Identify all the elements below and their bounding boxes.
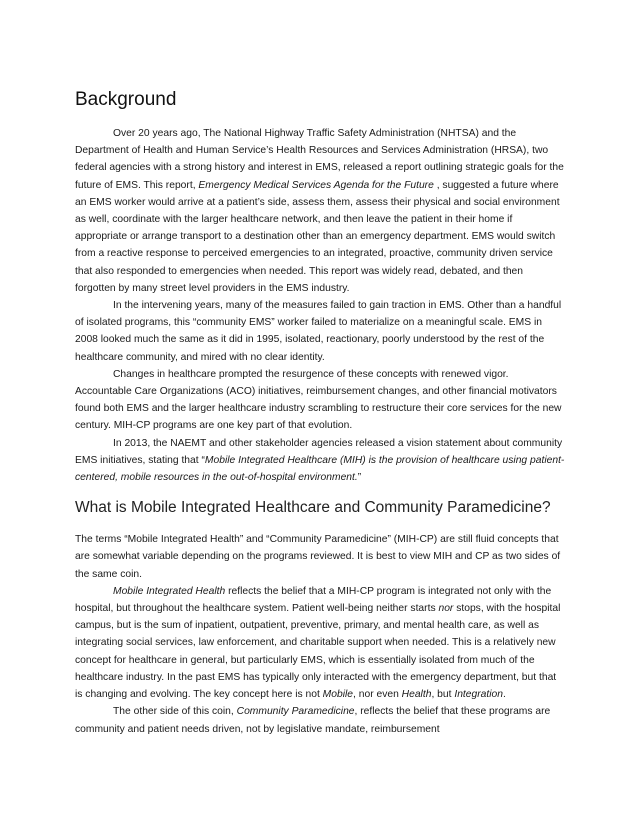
paragraph-text: ” (357, 472, 362, 484)
paragraph-text: , but (431, 689, 455, 701)
paragraph-background-3: Changes in healthcare prompted the resurgence of these concepts with renewed vigor. Accountable Care Organizations (ACO) initiatives, reimbursement changes, and other financial motivators found both EMS and the larger healthcare industry scrambling to restructure their core services for the new century. MIH-CP programs are one key part of that evolution. (75, 368, 562, 432)
vision-statement-quote: Mobile Integrated Healthcare (MIH) is the provision of healthcare using patient-centered, mobile resources in the out-of-hospital environment. (75, 454, 565, 484)
paragraph-mih-1: The terms “Mobile Integrated Health” and “Community Paramedicine” (MIH-CP) are still fluid concepts that are somewhat variable depending on the programs reviewed. It is best to view MIH and CP as two sides of the same coin. (75, 534, 561, 580)
paragraph-background-2: In the intervening years, many of the measures failed to gain traction in EMS. Other than a handful of isolated programs, this “community EMS” worker failed to materialize on a meaningful scale. EMS in 2008 looked much the same as it did in 1995, isolated, reactionary, poorly understood by the rest of the healthcare community, and mired with no clear identity. (75, 300, 562, 363)
paragraph-text: stops, with the hospital campus, but is the sum of inpatient, outpatient, preventive, primary, and mental health care, as well as integrating social services, law enforcement, and charitable support when needed. This is a relatively new concept for healthcare in general, but particularly EMS, which is essentially isolated from much of the healthcare industry. In the past EMS has typically only interacted with the emergency department, but that is changing and evolving. The key concept here is not (75, 603, 561, 701)
emphasis-integration: Integration (454, 689, 504, 701)
emphasis-mobile: Mobile (322, 689, 354, 701)
paragraph-text: , reflects the belief that these programs are community and patient needs driven, not by legislative mandate, reimbursement (75, 706, 551, 735)
paragraph-text: The other side of this coin, (113, 706, 237, 718)
term-community-paramedicine: Community Paramedicine (236, 706, 355, 718)
paragraph-mih-2 (75, 583, 565, 703)
emphasis-health: Health (401, 689, 432, 701)
paragraph-background-1 (75, 125, 565, 297)
paragraph-text: Over 20 years ago, The National Highway Traffic Safety Administration (NHTSA) and the Department of Health and Human Service’s Health Resources and Services Administration (HRSA), two federal agencies with a strong history and interest in EMS, released a report outlining strategic goals for the future of EMS. This report, (75, 128, 564, 191)
paragraph-text: reflects the belief that a MIH-CP program is integrated not only with the hospital, but throughout the healthcare system. Patient well-being neither starts (75, 585, 552, 615)
section-heading-background: Background (75, 89, 177, 110)
paragraph-text: In 2013, the NAEMT and other stakeholder agencies released a vision statement about community EMS initiatives, stating that “ (75, 437, 563, 466)
term-mobile-integrated-health: Mobile Integrated Health (113, 585, 226, 597)
document-body (75, 88, 565, 738)
paragraph-background-4 (75, 435, 565, 487)
report-title: Emergency Medical Services Agenda for the Future (198, 179, 434, 191)
paragraph-mih-3 (75, 703, 565, 737)
section-heading-mih-cp: What is Mobile Integrated Healthcare and Community Paramedicine? (75, 499, 551, 517)
paragraph-text: . (503, 689, 506, 701)
paragraph-text: , nor even (353, 689, 402, 701)
paragraph-text: , suggested a future where an EMS worker would arrive at a patient’s side, assess them, assess their physical and social environment as well, coordinate with the larger healthcare network, and then leave the patient in their home if appropriate or arrange transport to a destination other than an emergency department. EMS would switch from a reactive response to perceived emergencies to an integrated, proactive, community driven service that also responded to emergencies when needed. This report was widely read, debated, and then forgotten by many street level providers in the EMS industry. (75, 179, 560, 294)
emphasis-nor: nor (438, 603, 454, 615)
